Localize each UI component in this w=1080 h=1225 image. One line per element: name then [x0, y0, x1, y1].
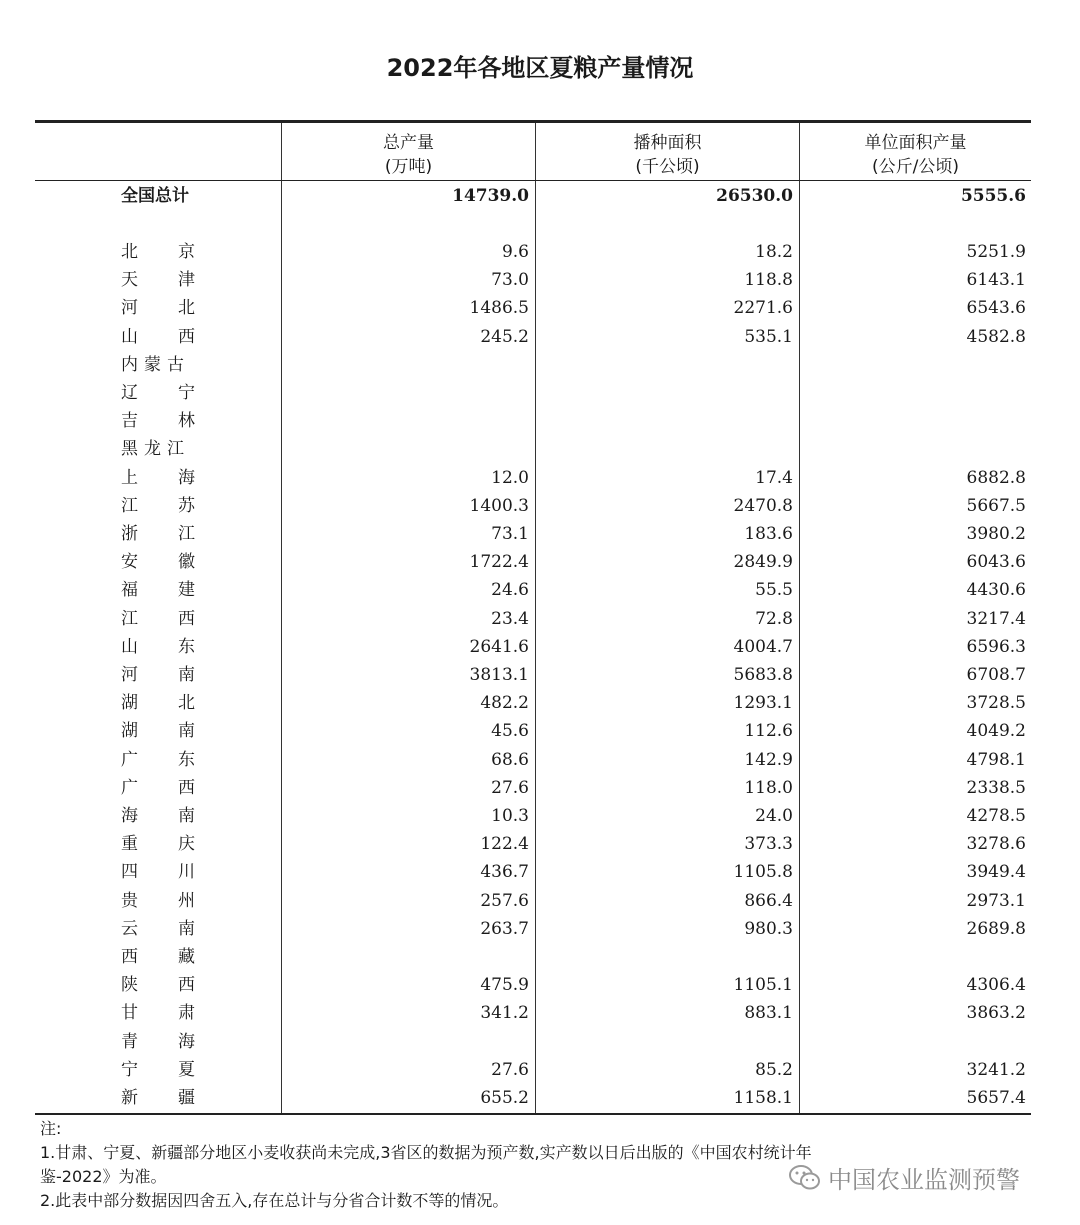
region-name	[121, 774, 195, 802]
yield-value: 3241.2	[966, 1059, 1026, 1080]
region-name-char: 福	[121, 580, 138, 601]
total-output: 14739.0	[452, 186, 529, 206]
yield-value: 6143.1	[966, 270, 1026, 291]
region-name-char: 西	[178, 777, 195, 798]
region-name	[121, 379, 195, 407]
table-row	[35, 407, 1031, 435]
region-name	[121, 887, 195, 915]
yield-value: 4582.8	[966, 326, 1026, 347]
note-2: 2.此表中部分数据因四舍五入,存在总计与分省合计数不等的情况。	[40, 1191, 509, 1210]
region-name-char: 苏	[178, 495, 195, 516]
table-row	[35, 238, 1031, 266]
region-name	[121, 1084, 195, 1112]
table-row	[35, 605, 1031, 633]
header-total-output	[282, 131, 535, 179]
yield-value: 2338.5	[966, 777, 1026, 798]
output-value: 475.9	[480, 975, 529, 996]
region-name-char: 宁	[121, 1059, 138, 1080]
region-name-char: 新	[121, 1088, 138, 1108]
region-name	[121, 633, 195, 661]
yield-value: 3863.2	[966, 1003, 1026, 1024]
region-name-char: 京	[178, 242, 195, 262]
table-row	[35, 633, 1031, 661]
table-row	[35, 774, 1031, 802]
region-name-text: 黑龙江	[121, 439, 190, 460]
region-name-char: 广	[121, 749, 138, 770]
region-name-char: 北	[178, 298, 195, 319]
sown-area-value: 373.3	[744, 834, 793, 855]
region-name-char: 吉	[121, 411, 138, 432]
region-name	[121, 661, 195, 689]
yield-value: 2973.1	[966, 890, 1026, 911]
sown-area-value: 18.2	[755, 242, 793, 262]
region-name-char: 东	[178, 749, 195, 770]
table-row	[35, 661, 1031, 689]
sown-area-value: 24.0	[755, 806, 793, 826]
region-name-char: 辽	[121, 383, 138, 403]
table-header	[35, 123, 1031, 180]
region-name-char: 山	[121, 326, 138, 347]
sown-area-value: 72.8	[755, 608, 793, 629]
region-name	[121, 999, 195, 1027]
region-name	[121, 915, 195, 943]
table-row	[35, 717, 1031, 745]
region-name-char: 河	[121, 298, 138, 319]
yield-value: 6543.6	[966, 298, 1026, 319]
sown-area-value: 2849.9	[733, 552, 793, 573]
output-value: 341.2	[480, 1003, 529, 1024]
region-name	[121, 802, 195, 830]
region-name	[121, 492, 195, 520]
output-value: 68.6	[491, 749, 529, 770]
sown-area-value: 118.8	[744, 270, 793, 291]
region-name	[121, 1028, 195, 1056]
table-row	[35, 548, 1031, 576]
region-name	[121, 407, 195, 435]
region-name-char: 四	[121, 862, 138, 883]
output-value: 23.4	[491, 608, 529, 629]
yield-value: 2689.8	[966, 918, 1026, 939]
region-name	[121, 689, 195, 717]
sown-area-value: 535.1	[744, 326, 793, 347]
yield-value: 3980.2	[966, 524, 1026, 544]
table-row	[35, 435, 1031, 463]
region-name-char: 西	[178, 608, 195, 629]
region-name-char: 南	[178, 806, 195, 826]
region-name-char: 西	[178, 975, 195, 996]
region-name-char: 西	[178, 326, 195, 347]
yield-value: 5657.4	[966, 1088, 1026, 1108]
table-row	[35, 858, 1031, 886]
table-row	[35, 266, 1031, 294]
yield-value: 4430.6	[966, 580, 1026, 601]
region-name	[121, 266, 195, 294]
region-name	[121, 858, 195, 886]
header-label: 播种面积	[633, 133, 702, 153]
header-sown-area	[536, 131, 799, 179]
output-value: 263.7	[480, 918, 529, 939]
region-name	[121, 520, 195, 548]
sown-area-value: 85.2	[755, 1059, 793, 1080]
output-value: 1400.3	[469, 495, 529, 516]
region-name	[121, 464, 195, 492]
table-row	[35, 971, 1031, 999]
table-row	[35, 802, 1031, 830]
yield-value: 3217.4	[966, 608, 1026, 629]
yield-value: 3949.4	[966, 862, 1026, 883]
output-value: 73.0	[491, 270, 529, 291]
region-name-char: 西	[121, 947, 138, 967]
region-name-char: 北	[178, 693, 195, 714]
total-row	[35, 182, 1031, 210]
output-value: 1486.5	[469, 298, 529, 319]
yield-value: 4798.1	[966, 749, 1026, 770]
sown-area-value: 1293.1	[733, 693, 793, 714]
region-name-char: 宁	[178, 383, 195, 403]
yield-value: 4306.4	[966, 975, 1026, 996]
output-value: 27.6	[491, 1059, 529, 1080]
table-row	[35, 689, 1031, 717]
table-row	[35, 379, 1031, 407]
output-value: 45.6	[491, 721, 529, 742]
region-name-char: 重	[121, 834, 138, 855]
output-value: 436.7	[480, 862, 529, 883]
sown-area-value: 4004.7	[733, 636, 793, 657]
header-label: 单位面积产量	[864, 133, 967, 153]
sown-area-value: 883.1	[744, 1003, 793, 1024]
output-value: 3813.1	[469, 665, 529, 685]
sown-area-value: 5683.8	[733, 665, 793, 685]
region-name-char: 建	[178, 580, 195, 601]
sown-area-value: 112.6	[744, 721, 793, 742]
region-name-char: 上	[121, 467, 138, 488]
region-name-char: 江	[121, 495, 138, 516]
watermark	[788, 1160, 1020, 1195]
table-row	[35, 464, 1031, 492]
region-name	[121, 351, 195, 379]
region-name-char: 东	[178, 636, 195, 657]
region-name-char: 南	[178, 665, 195, 685]
sown-area-value: 1158.1	[733, 1088, 793, 1108]
table-row	[35, 492, 1031, 520]
region-name	[121, 1056, 195, 1084]
yield-value: 3278.6	[966, 834, 1026, 855]
output-value: 1722.4	[469, 552, 529, 573]
region-name	[121, 294, 195, 322]
region-name-char: 林	[178, 411, 195, 432]
region-name	[121, 323, 195, 351]
region-name-char: 山	[121, 636, 138, 657]
sown-area-value: 2271.6	[733, 298, 793, 319]
sown-area-value: 17.4	[755, 467, 793, 488]
region-name	[121, 605, 195, 633]
sown-area-value: 55.5	[755, 580, 793, 601]
region-name-char: 江	[121, 608, 138, 629]
region-name-char: 湖	[121, 721, 138, 742]
page-title: 2022年各地区夏粮产量情况	[386, 54, 694, 82]
table-row	[35, 999, 1031, 1027]
output-value: 10.3	[491, 806, 529, 826]
wechat-icon	[788, 1163, 822, 1193]
region-name-char: 安	[121, 552, 138, 573]
region-name-char: 徽	[178, 552, 195, 573]
header-rule	[35, 180, 1031, 181]
region-name-char: 庆	[178, 834, 195, 855]
table-row	[35, 830, 1031, 858]
region-name-char: 河	[121, 665, 138, 685]
yield-value: 6708.7	[966, 665, 1026, 685]
yield-value: 6882.8	[966, 467, 1026, 488]
sown-area-value: 183.6	[744, 524, 793, 544]
region-name	[121, 576, 195, 604]
yield-value: 4278.5	[966, 806, 1026, 826]
header-label: 总产量	[383, 133, 434, 153]
table-row	[35, 294, 1031, 322]
table-row	[35, 351, 1031, 379]
sown-area-value: 1105.1	[733, 975, 793, 996]
sown-area-value: 866.4	[744, 890, 793, 911]
output-value: 655.2	[480, 1088, 529, 1108]
region-name	[121, 435, 195, 463]
region-name-char: 浙	[121, 524, 138, 544]
region-name	[121, 717, 195, 745]
note-1: 1.甘肃、宁夏、新疆部分地区小麦收获尚未完成,3省区的数据为预产数,实产数以日后出版的《中国农村统计年	[40, 1143, 812, 1162]
total-yield: 5555.6	[960, 186, 1026, 206]
yield-value: 5251.9	[966, 242, 1026, 262]
region-name	[121, 830, 195, 858]
region-name	[121, 746, 195, 774]
region-name-char: 天	[121, 270, 138, 291]
region-name-char: 海	[121, 806, 138, 826]
table-row	[35, 887, 1031, 915]
yield-value: 6043.6	[966, 552, 1026, 573]
note-1-cont: 鉴-2022》为准。	[40, 1167, 167, 1186]
region-name-char: 青	[121, 1031, 138, 1052]
yield-value: 4049.2	[966, 721, 1026, 742]
table-row	[35, 1056, 1031, 1084]
region-name-char: 海	[178, 467, 195, 488]
sown-area-value: 980.3	[744, 918, 793, 939]
output-value: 12.0	[491, 467, 529, 488]
region-name-char: 南	[178, 721, 195, 742]
region-name-char: 北	[121, 242, 138, 262]
region-name-char: 贵	[121, 890, 138, 911]
table-row	[35, 520, 1031, 548]
yield-value: 6596.3	[966, 636, 1026, 657]
yield-value: 3728.5	[966, 693, 1026, 714]
region-name-char: 疆	[178, 1088, 195, 1108]
header-unit: (千公顷)	[635, 157, 700, 177]
region-name-char: 南	[178, 918, 195, 939]
sown-area-value: 142.9	[744, 749, 793, 770]
table-row	[35, 323, 1031, 351]
region-name-char: 广	[121, 777, 138, 798]
output-value: 257.6	[480, 890, 529, 911]
region-name	[121, 971, 195, 999]
table-row	[35, 746, 1031, 774]
region-name-char: 夏	[178, 1059, 195, 1080]
output-value: 2641.6	[469, 636, 529, 657]
output-value: 9.6	[501, 242, 529, 262]
region-name-text: 内蒙古	[121, 354, 190, 375]
yield-value: 5667.5	[966, 495, 1026, 516]
output-value: 24.6	[491, 580, 529, 601]
output-value: 122.4	[480, 834, 529, 855]
region-name-char: 云	[121, 918, 138, 939]
region-name-char: 湖	[121, 693, 138, 714]
table-row	[35, 1084, 1031, 1112]
header-unit: (万吨)	[384, 157, 433, 177]
region-name	[121, 943, 195, 971]
table-row	[35, 943, 1031, 971]
region-name-char: 津	[178, 270, 195, 291]
region-name-char: 江	[178, 524, 195, 544]
output-value: 73.1	[491, 524, 529, 544]
watermark-text: 中国农业监测预警	[828, 1166, 1020, 1194]
output-value: 482.2	[480, 693, 529, 714]
header-unit: (公斤/公顷)	[872, 157, 959, 177]
total-label: 全国总计	[121, 186, 189, 206]
sown-area-value: 118.0	[744, 777, 793, 798]
region-name-char: 海	[178, 1031, 195, 1052]
output-value: 27.6	[491, 777, 529, 798]
output-value: 245.2	[480, 326, 529, 347]
region-name-char: 甘	[121, 1003, 138, 1024]
region-name	[121, 238, 195, 266]
sown-area-value: 2470.8	[733, 495, 793, 516]
region-name-char: 陕	[121, 975, 138, 996]
region-name-char: 肃	[178, 1003, 195, 1024]
table-bottom-rule	[35, 1113, 1031, 1115]
table-row	[35, 1028, 1031, 1056]
total-sown-area: 26530.0	[716, 186, 793, 206]
sown-area-value: 1105.8	[733, 862, 793, 883]
table-row	[35, 576, 1031, 604]
notes-heading: 注:	[40, 1119, 62, 1138]
region-name-char: 州	[178, 890, 195, 911]
region-name-char: 藏	[178, 947, 195, 967]
table-row	[35, 915, 1031, 943]
header-yield	[800, 131, 1031, 179]
region-name-char: 川	[178, 862, 195, 883]
region-name	[121, 548, 195, 576]
